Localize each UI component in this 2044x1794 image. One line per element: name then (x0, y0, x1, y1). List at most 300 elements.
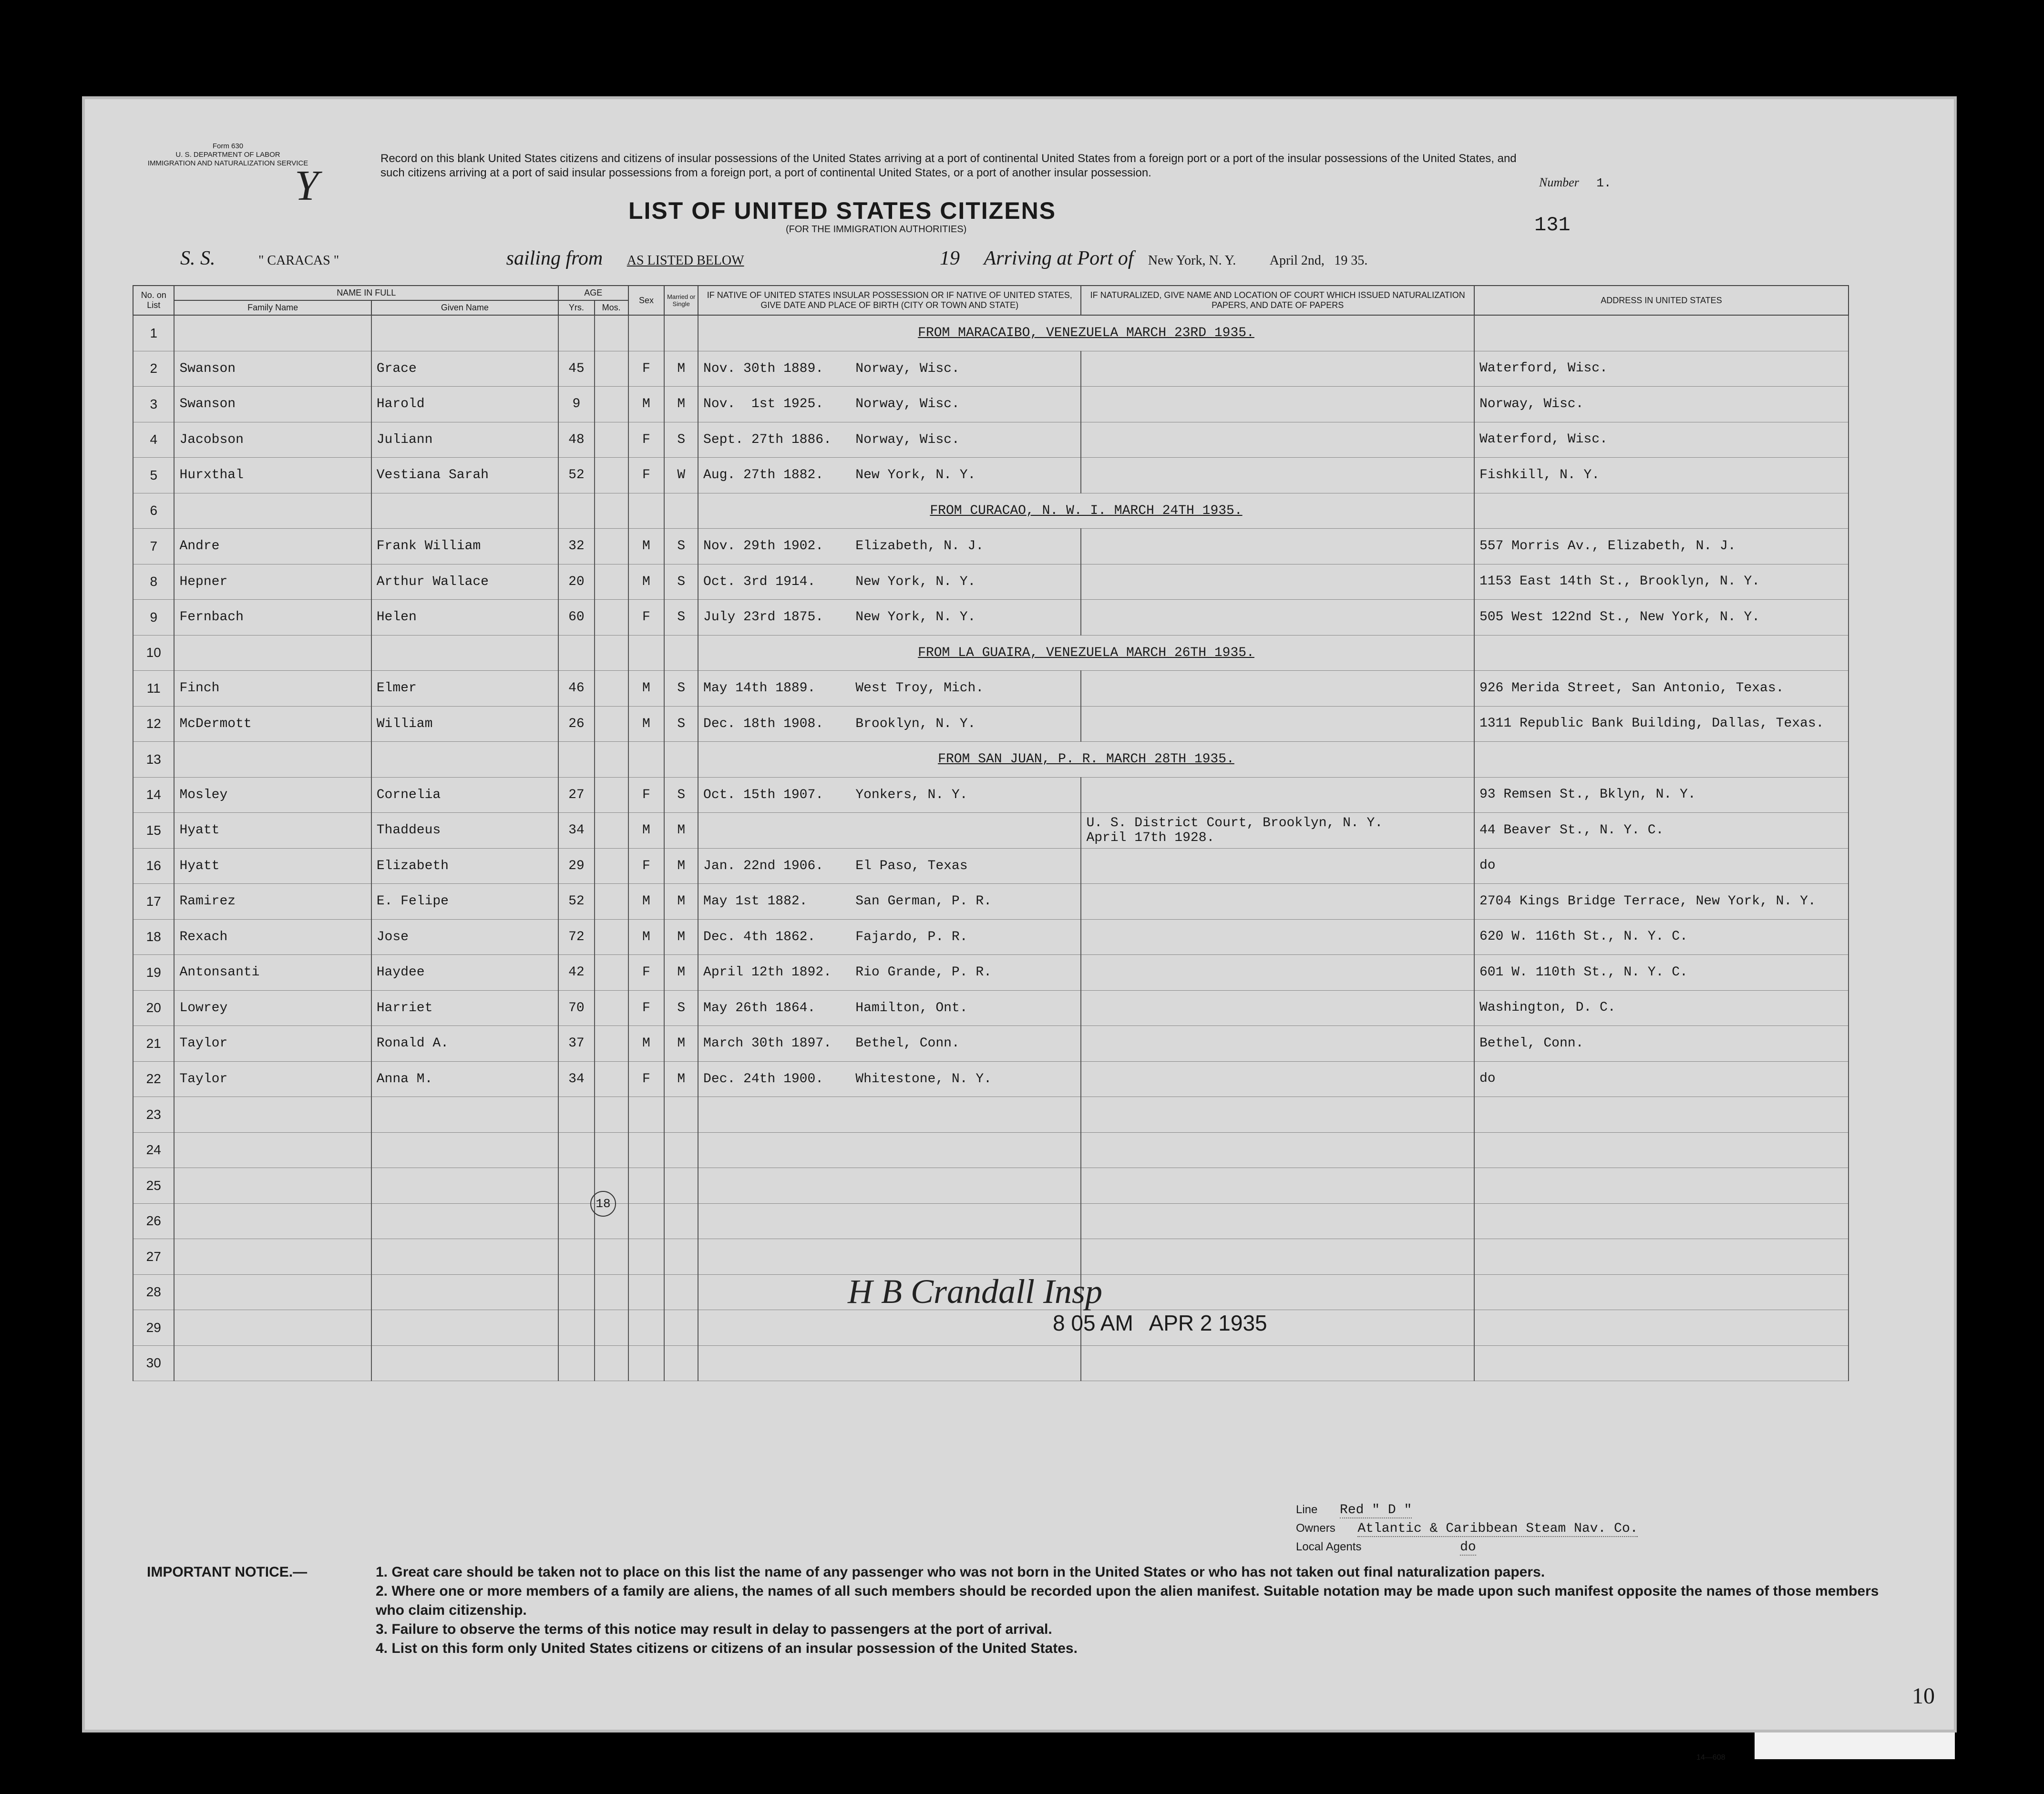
marital-status (664, 1097, 698, 1133)
address: Norway, Wisc. (1474, 387, 1849, 422)
marital-status: M (664, 351, 698, 387)
birth-info (698, 1168, 1081, 1204)
age-months (595, 1310, 628, 1346)
age-years (558, 635, 595, 671)
family-name: Hurxthal (174, 458, 371, 493)
sex (628, 1239, 665, 1275)
family-name: Hepner (174, 564, 371, 600)
birth-info: May 1st 1882. San German, P. R. (698, 884, 1081, 920)
birth-info (698, 813, 1081, 849)
row-number: 16 (133, 848, 174, 884)
naturalization (1081, 706, 1474, 742)
col-yrs: Yrs. (558, 300, 595, 315)
sex: M (628, 919, 665, 955)
row-number: 25 (133, 1168, 174, 1204)
punch-hole (10, 362, 31, 383)
page-subtitle: (FOR THE IMMIGRATION AUTHORITIES) (786, 224, 967, 235)
table-row (133, 635, 1849, 671)
col-sex: Sex (628, 286, 665, 315)
birth-info: Nov. 30th 1889. Norway, Wisc. (698, 351, 1081, 387)
page-number: 131 (1534, 214, 1571, 236)
age-years (558, 1274, 595, 1310)
marital-status: W (664, 458, 698, 493)
marital-status: M (664, 919, 698, 955)
family-name: Taylor (174, 1061, 371, 1097)
arrival-date: April 2nd, (1269, 253, 1325, 268)
address: 93 Remsen St., Bklyn, N. Y. (1474, 777, 1849, 813)
marital-status (664, 315, 698, 351)
age-years (558, 1310, 595, 1346)
naturalization (1081, 387, 1474, 422)
naturalization (1081, 1239, 1474, 1275)
notice-item: 3. Failure to observe the terms of this notice may result in delay to passengers at the port of arrival. (376, 1621, 1052, 1637)
birth-info: Jan. 22nd 1906. El Paso, Texas (698, 848, 1081, 884)
age-months (595, 564, 628, 600)
family-name (174, 1203, 371, 1239)
address: 926 Merida Street, San Antonio, Texas. (1474, 671, 1849, 707)
sailing-label: sailing from (506, 247, 603, 269)
age-years (558, 1345, 595, 1381)
age-years: 27 (558, 777, 595, 813)
marital-status: M (664, 1061, 698, 1097)
family-name: Swanson (174, 387, 371, 422)
col-given: Given Name (371, 300, 558, 315)
passenger-rows (133, 315, 1849, 1381)
sex (628, 1310, 665, 1346)
family-name: Rexach (174, 919, 371, 955)
section-heading: FROM CURACAO, N. W. I. MARCH 24TH 1935. (698, 493, 1474, 529)
age-months (595, 1274, 628, 1310)
row-number: 1 (133, 315, 174, 351)
age-years (558, 1239, 595, 1275)
sex: M (628, 813, 665, 849)
age-months (595, 1026, 628, 1062)
age-years: 48 (558, 422, 595, 458)
address (1474, 1239, 1849, 1275)
family-name (174, 1310, 371, 1346)
naturalization (1081, 351, 1474, 387)
family-name: Hyatt (174, 848, 371, 884)
family-name (174, 1345, 371, 1381)
age-years: 45 (558, 351, 595, 387)
table-row (133, 1097, 1849, 1133)
birth-info (698, 1239, 1081, 1275)
sex: F (628, 422, 665, 458)
marital-status: M (664, 387, 698, 422)
age-months (595, 706, 628, 742)
notice-list (376, 1563, 1887, 1658)
manifest-sheet (85, 99, 1954, 1762)
table-row (133, 777, 1849, 813)
given-name: Elmer (371, 671, 558, 707)
age-months (595, 919, 628, 955)
row-number: 21 (133, 1026, 174, 1062)
age-years (558, 1168, 595, 1204)
family-name (174, 1132, 371, 1168)
birth-info: Sept. 27th 1886. Norway, Wisc. (698, 422, 1081, 458)
row-number: 26 (133, 1203, 174, 1239)
age-years: 20 (558, 564, 595, 600)
punch-hole (10, 1363, 31, 1384)
naturalization (1081, 600, 1474, 636)
voyage-line (180, 247, 1367, 270)
passenger-table (133, 285, 1849, 1381)
age-months (595, 351, 628, 387)
row-number: 5 (133, 458, 174, 493)
age-months (595, 777, 628, 813)
birth-info (698, 1097, 1081, 1133)
sex (628, 742, 665, 778)
given-name: Grace (371, 351, 558, 387)
line-label: Line (1296, 1503, 1318, 1516)
naturalization (1081, 529, 1474, 564)
row-number: 6 (133, 493, 174, 529)
age-months (595, 813, 628, 849)
age-months (595, 422, 628, 458)
family-name (174, 315, 371, 351)
age-years (558, 1132, 595, 1168)
naturalization (1081, 671, 1474, 707)
address (1474, 315, 1849, 351)
col-married: Married or Single (664, 286, 698, 315)
address (1474, 1097, 1849, 1133)
section-heading: FROM MARACAIBO, VENEZUELA MARCH 23RD 1935. (698, 315, 1474, 351)
col-name: NAME IN FULL (174, 286, 558, 300)
age-years: 70 (558, 990, 595, 1026)
given-name (371, 1168, 558, 1204)
row-number: 24 (133, 1132, 174, 1168)
handwritten-check: Y (295, 162, 319, 209)
important-notice (147, 1563, 1887, 1658)
family-name: McDermott (174, 706, 371, 742)
given-name: Helen (371, 600, 558, 636)
given-name: Jose (371, 919, 558, 955)
sex: F (628, 1061, 665, 1097)
table-row (133, 955, 1849, 991)
inspector-signature: H B Crandall Insp (848, 1272, 1103, 1311)
marital-status (664, 1132, 698, 1168)
address: 1311 Republic Bank Building, Dallas, Texas. (1474, 706, 1849, 742)
sex (628, 1097, 665, 1133)
stamp-date: APR 2 1935 (1149, 1311, 1267, 1335)
notice-item: 4. List on this form only United States citizens or citizens of an insular possession of the United States. (376, 1640, 1078, 1656)
sex: M (628, 564, 665, 600)
address (1474, 1132, 1849, 1168)
age-months (595, 1132, 628, 1168)
age-years: 42 (558, 955, 595, 991)
age-months (595, 884, 628, 920)
age-months (595, 387, 628, 422)
age-months (595, 1097, 628, 1133)
naturalization (1081, 1097, 1474, 1133)
naturalization (1081, 1345, 1474, 1381)
row-number: 29 (133, 1310, 174, 1346)
address: 44 Beaver St., N. Y. C. (1474, 813, 1849, 849)
birth-info: Oct. 3rd 1914. New York, N. Y. (698, 564, 1081, 600)
marital-status (664, 1345, 698, 1381)
sex (628, 493, 665, 529)
marital-status: S (664, 706, 698, 742)
age-years: 37 (558, 1026, 595, 1062)
sex: F (628, 777, 665, 813)
birth-info (698, 1132, 1081, 1168)
agents-value: do (1460, 1540, 1476, 1555)
address (1474, 635, 1849, 671)
notice-lead: IMPORTANT NOTICE.— (147, 1564, 308, 1580)
age-years (558, 315, 595, 351)
sex: F (628, 990, 665, 1026)
birth-info (698, 1203, 1081, 1239)
age-years (558, 1203, 595, 1239)
service: IMMIGRATION AND NATURALIZATION SERVICE (147, 159, 308, 167)
age-months (595, 458, 628, 493)
family-name: Jacobson (174, 422, 371, 458)
given-name: Vestiana Sarah (371, 458, 558, 493)
naturalization (1081, 990, 1474, 1026)
naturalization (1081, 848, 1474, 884)
given-name (371, 315, 558, 351)
stamp-time: 8 05 AM (1053, 1311, 1133, 1335)
marital-status: S (664, 422, 698, 458)
given-name (371, 1345, 558, 1381)
arriving-label: Arriving at Port of (984, 247, 1134, 269)
number-label: Number (1539, 175, 1579, 189)
ship-name: " CARACAS " (258, 253, 339, 268)
naturalization (1081, 955, 1474, 991)
marital-status: S (664, 990, 698, 1026)
sex: M (628, 706, 665, 742)
table-row (133, 529, 1849, 564)
col-mos: Mos. (595, 300, 628, 315)
birth-info: Dec. 18th 1908. Brooklyn, N. Y. (698, 706, 1081, 742)
address (1474, 493, 1849, 529)
col-no: No. on List (133, 286, 174, 315)
line-info (1296, 1501, 1638, 1557)
given-name: Frank William (371, 529, 558, 564)
sex (628, 1132, 665, 1168)
given-name (371, 742, 558, 778)
given-name: Arthur Wallace (371, 564, 558, 600)
owners-value: Atlantic & Caribbean Steam Nav. Co. (1357, 1521, 1638, 1536)
family-name (174, 493, 371, 529)
ss-label: S. S. (180, 247, 216, 269)
family-name (174, 1274, 371, 1310)
birth-info: Oct. 15th 1907. Yonkers, N. Y. (698, 777, 1081, 813)
age-months (595, 1239, 628, 1275)
given-name (371, 635, 558, 671)
table-row (133, 919, 1849, 955)
sailing-from: AS LISTED BELOW (627, 253, 744, 268)
table-row (133, 1203, 1849, 1239)
sex: M (628, 884, 665, 920)
address: Waterford, Wisc. (1474, 422, 1849, 458)
naturalization: U. S. District Court, Brooklyn, N. Y. April 17th 1928. (1081, 813, 1474, 849)
age-years: 52 (558, 458, 595, 493)
row-number: 11 (133, 671, 174, 707)
naturalization (1081, 777, 1474, 813)
address (1474, 742, 1849, 778)
marital-status (664, 1310, 698, 1346)
birth-info (698, 1310, 1081, 1346)
arrival-year: 19 35. (1334, 253, 1368, 268)
section-heading: FROM SAN JUAN, P. R. MARCH 28TH 1935. (698, 742, 1474, 778)
address (1474, 1274, 1849, 1310)
table-row (133, 1132, 1849, 1168)
given-name: Harold (371, 387, 558, 422)
age-months (595, 742, 628, 778)
address: Fishkill, N. Y. (1474, 458, 1849, 493)
row-number: 8 (133, 564, 174, 600)
sex: M (628, 387, 665, 422)
address: 557 Morris Av., Elizabeth, N. J. (1474, 529, 1849, 564)
address (1474, 1345, 1849, 1381)
address: 620 W. 116th St., N. Y. C. (1474, 919, 1849, 955)
row-number: 15 (133, 813, 174, 849)
line-value: Red " D " (1340, 1503, 1412, 1517)
sex: F (628, 955, 665, 991)
birth-info (698, 1345, 1081, 1381)
agents-label: Local Agents (1296, 1540, 1362, 1553)
table-row (133, 351, 1849, 387)
form-number: Form 630 (212, 142, 244, 150)
table-row (133, 387, 1849, 422)
row-number: 2 (133, 351, 174, 387)
col-address: ADDRESS IN UNITED STATES (1474, 286, 1849, 315)
row-number: 20 (133, 990, 174, 1026)
record-instructions: Record on this blank United States citizens and citizens of insular possessions of the United States arriving at a port of continental United States from a foreign port or a port of the insular possessions of the United States, and such citizens arriving at a port of said insular possessions from a foreign port, a port of continental United States, or a port of another insular possession. (380, 152, 1517, 179)
family-name (174, 742, 371, 778)
row-number: 17 (133, 884, 174, 920)
table-row (133, 1026, 1849, 1062)
address (1474, 1203, 1849, 1239)
marital-status (664, 1168, 698, 1204)
naturalization (1081, 422, 1474, 458)
address: do (1474, 848, 1849, 884)
marital-status: M (664, 955, 698, 991)
table-row (133, 1168, 1849, 1204)
table-row (133, 990, 1849, 1026)
marital-status: M (664, 1026, 698, 1062)
sex (628, 635, 665, 671)
marital-status (664, 1239, 698, 1275)
naturalization (1081, 1274, 1474, 1310)
row-number: 13 (133, 742, 174, 778)
table-row (133, 493, 1849, 529)
department: U. S. DEPARTMENT OF LABOR (175, 151, 280, 159)
corner-number: 10 (1912, 1683, 1935, 1709)
table-row (133, 1345, 1849, 1381)
arrival-port: New York, N. Y. (1148, 253, 1236, 268)
sex (628, 1274, 665, 1310)
family-name: Hyatt (174, 813, 371, 849)
row-number: 4 (133, 422, 174, 458)
family-name: Fernbach (174, 600, 371, 636)
birth-info: March 30th 1897. Bethel, Conn. (698, 1026, 1081, 1062)
given-name (371, 1203, 558, 1239)
number-value: 1. (1596, 176, 1612, 190)
age-months (595, 600, 628, 636)
row-number: 18 (133, 919, 174, 955)
age-months (595, 1061, 628, 1097)
naturalization (1081, 1026, 1474, 1062)
given-name: Cornelia (371, 777, 558, 813)
sex (628, 315, 665, 351)
age-months (595, 848, 628, 884)
family-name: Andre (174, 529, 371, 564)
address (1474, 1168, 1849, 1204)
notice-item: 1. Great care should be taken not to place on this list the name of any passenger who was not born in the United States or who has not taken out final naturalization papers. (376, 1564, 1545, 1580)
address (1474, 1310, 1849, 1346)
age-months (595, 635, 628, 671)
naturalization (1081, 1168, 1474, 1204)
family-name: Finch (174, 671, 371, 707)
sex: F (628, 458, 665, 493)
age-months (595, 671, 628, 707)
sex: M (628, 671, 665, 707)
birth-info: Nov. 1st 1925. Norway, Wisc. (698, 387, 1081, 422)
marital-status: S (664, 600, 698, 636)
table-row (133, 671, 1849, 707)
given-name (371, 1097, 558, 1133)
table-row (133, 742, 1849, 778)
age-months (595, 990, 628, 1026)
table-row (133, 422, 1849, 458)
address: Washington, D. C. (1474, 990, 1849, 1026)
age-years (558, 493, 595, 529)
table-row (133, 1239, 1849, 1275)
col-age: AGE (558, 286, 628, 300)
given-name (371, 493, 558, 529)
marital-status (664, 742, 698, 778)
table-row (133, 1310, 1849, 1346)
marital-status: M (664, 813, 698, 849)
family-name: Swanson (174, 351, 371, 387)
sex: M (628, 529, 665, 564)
age-years (558, 742, 595, 778)
age-years: 34 (558, 813, 595, 849)
given-name (371, 1239, 558, 1275)
age-years: 26 (558, 706, 595, 742)
age-years: 34 (558, 1061, 595, 1097)
marital-status (664, 1274, 698, 1310)
naturalization (1081, 1061, 1474, 1097)
address: do (1474, 1061, 1849, 1097)
family-name: Ramirez (174, 884, 371, 920)
naturalization (1081, 1132, 1474, 1168)
age-years: 29 (558, 848, 595, 884)
notice-item: 2. Where one or more members of a family are aliens, the names of all such members should be recorded upon the alien manifest. Suitable notation may be made upon such manifest opposite the names of those members who claim citizenship. (376, 1583, 1879, 1618)
row-number: 14 (133, 777, 174, 813)
marital-status: S (664, 564, 698, 600)
birth-info: May 26th 1864. Hamilton, Ont. (698, 990, 1081, 1026)
marital-status (664, 1203, 698, 1239)
page-title: LIST OF UNITED STATES CITIZENS (628, 197, 1057, 224)
naturalization (1081, 884, 1474, 920)
row-number: 30 (133, 1345, 174, 1381)
age-years: 60 (558, 600, 595, 636)
age-months (595, 955, 628, 991)
sex: F (628, 848, 665, 884)
address: Bethel, Conn. (1474, 1026, 1849, 1062)
given-name: Haydee (371, 955, 558, 991)
family-name (174, 635, 371, 671)
table-row (133, 458, 1849, 493)
given-name: Harriet (371, 990, 558, 1026)
naturalization (1081, 1203, 1474, 1239)
table-row (133, 600, 1849, 636)
age-months (595, 493, 628, 529)
family-name: Mosley (174, 777, 371, 813)
